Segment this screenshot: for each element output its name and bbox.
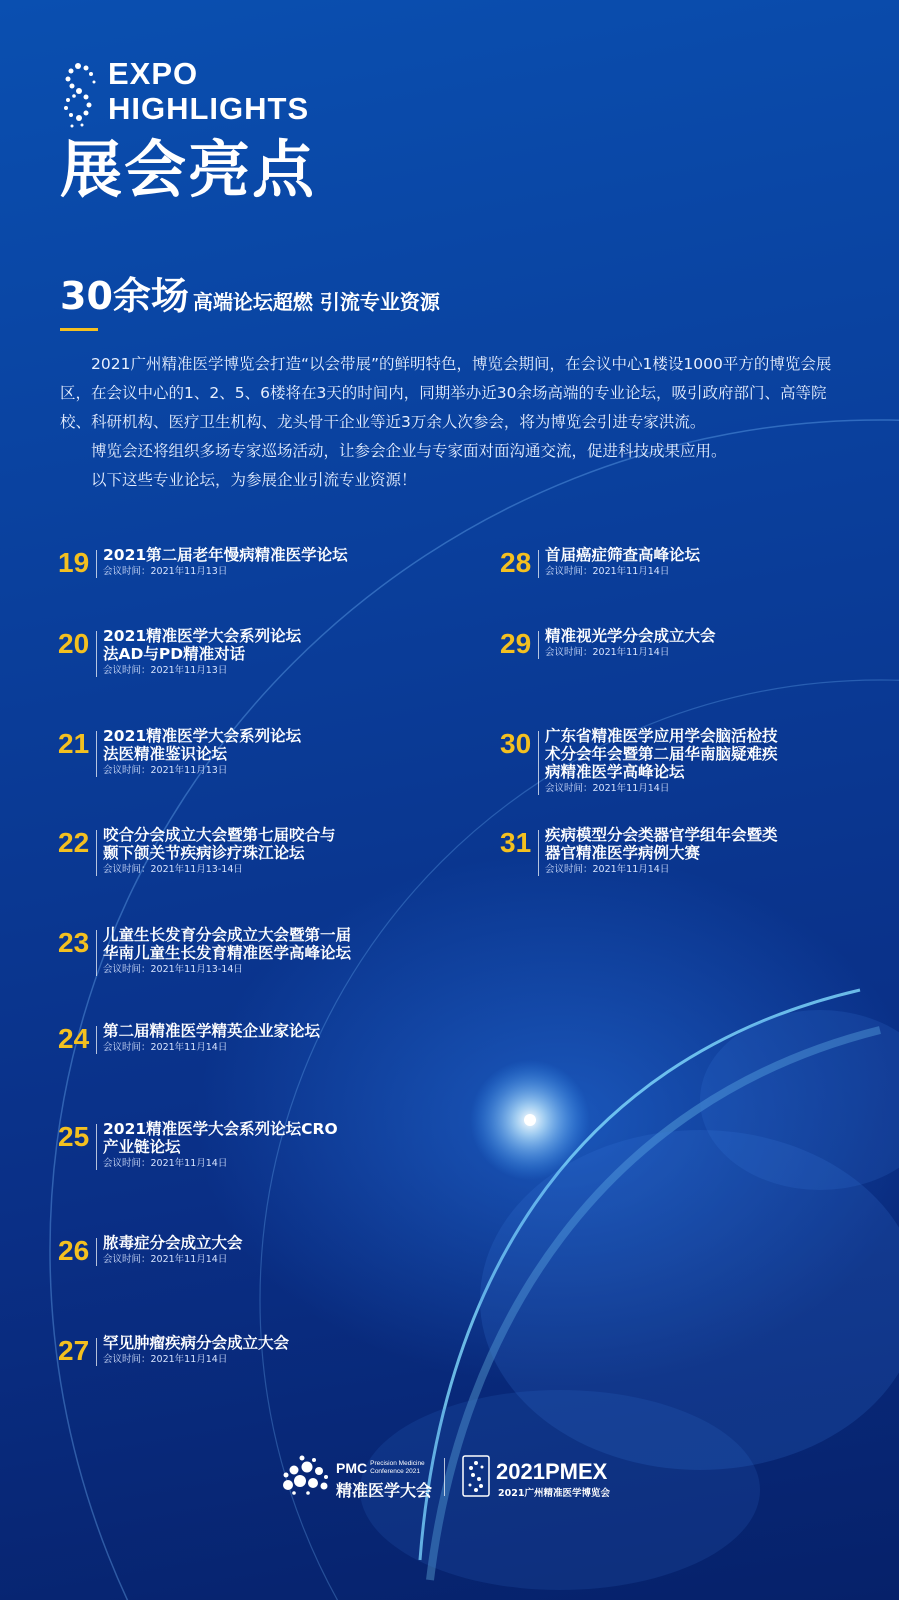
forum-number: 25 [58,1121,90,1152]
forum-item-19 [58,546,348,578]
forum-title: 颞下颌关节疾病诊疗珠江论坛 [103,844,305,862]
forum-item-24 [58,1022,320,1054]
forum-number: 31 [500,827,532,858]
forum-number: 30 [500,728,532,759]
pmc-sub-line2: Conference 2021 [370,1468,420,1475]
expo-label: EXPO [108,56,199,91]
forum-divider [538,830,539,876]
forum-number: 28 [500,547,532,578]
section-subhead [60,265,440,320]
forum-number: 29 [500,628,532,659]
forum-time: 会议时间：2021年11月13-14日 [103,964,243,975]
forum-item-28 [500,546,700,578]
intro-text [60,350,842,495]
forum-divider [96,1338,97,1366]
pmc-sub-line1: Precision Medicine [370,1460,425,1467]
forum-time: 会议时间：2021年11月14日 [545,647,670,658]
intro-paragraph: 博览会还将组织多场专家巡场活动，让参会企业与专家面对面沟通交流，促进科技成果应用。 [91,442,727,460]
pmc-logo-text [336,1460,425,1476]
forum-divider [538,631,539,659]
footer-divider [444,1458,445,1496]
forum-title: 器官精准医学病例大赛 [545,844,701,862]
forum-item-22 [58,826,336,876]
forum-divider [96,1238,97,1266]
pmex-logo-text: 2021PMEX [496,1459,608,1484]
forum-time: 会议时间：2021年11月14日 [545,566,670,577]
forum-number: 27 [58,1335,90,1366]
forum-time: 会议时间：2021年11月13-14日 [103,864,243,875]
pmex-mark-icon [462,1455,490,1497]
forum-number: 20 [58,628,90,659]
forum-divider [96,830,97,876]
forum-item-27 [58,1334,289,1366]
forum-time: 会议时间：2021年11月13日 [103,665,228,676]
accent-underline [60,328,98,331]
forum-title: 术分会年会暨第二届华南脑疑难疾 [545,745,778,763]
forum-title: 咬合分会成立大会暨第七届咬合与 [103,826,336,844]
forum-number: 21 [58,728,90,759]
forum-number: 24 [58,1023,90,1054]
forum-title: 第二届精准医学精英企业家论坛 [103,1022,321,1040]
pmex-chinese-name: 2021广州精准医学博览会 [498,1488,610,1499]
forum-item-30 [500,727,778,795]
forum-item-23 [58,926,351,976]
forum-title: 病精准医学高峰论坛 [545,763,685,781]
forum-divider [96,1124,97,1170]
pmc-chinese-name: 精准医学大会 [336,1481,433,1500]
forum-title: 法AD与PD精准对话 [103,645,246,663]
forum-title: 2021精准医学大会系列论坛 [103,727,302,745]
forum-item-21 [58,727,301,777]
intro-paragraph: 以下这些专业论坛，为参展企业引流专业资源！ [91,471,417,489]
highlights-label: HIGHLIGHTS [108,91,310,126]
forum-title: 脓毒症分会成立大会 [103,1234,243,1252]
forum-title: 法医精准鉴识论坛 [103,745,228,763]
forum-title: 精准视光学分会成立大会 [545,627,716,645]
forum-number: 23 [58,927,90,958]
forum-title: 2021精准医学大会系列论坛 [103,627,302,645]
forum-item-29 [500,627,716,659]
forum-title: 疾病模型分会类器官学组年会暨类 [545,826,778,844]
forum-item-20 [58,627,301,677]
forum-item-31 [500,826,778,876]
pmc-label: PMC [336,1460,368,1476]
forum-divider [96,631,97,677]
intro-paragraph: 2021广州精准医学博览会打造“以会带展”的鲜明特色，博览会期间，在会议中心1楼设1000平方的博览会展区，在会议中心的1、2、5、6楼将在3天的时间内，同期举办近30余场高端的专业论坛，吸引政府部门、高等院校、科研机构、医疗卫生机构、龙头骨干企业等近3万余人次参会，将为博览会引进专家洪流。 [60,355,832,431]
forum-divider [96,930,97,976]
forum-time: 会议时间：2021年11月14日 [545,783,670,794]
forum-time: 会议时间：2021年11月13日 [103,566,228,577]
forum-item-25 [58,1120,338,1170]
forum-time: 会议时间：2021年11月14日 [103,1254,228,1265]
forum-divider [538,550,539,578]
pmex-dots-logo-icon [58,60,98,132]
forum-time: 会议时间：2021年11月13日 [103,765,228,776]
subhead-text: 高端论坛超燃 引流专业资源 [192,290,440,314]
forum-divider [538,731,539,795]
forum-title: 产业链论坛 [103,1138,181,1156]
forum-divider [96,550,97,578]
forum-time: 会议时间：2021年11月14日 [103,1354,228,1365]
forum-item-26 [58,1234,243,1266]
forum-divider [96,731,97,777]
page-title: 展会亮点 [60,133,317,206]
forum-title: 广东省精准医学应用学会脑活检技 [545,727,778,745]
pmc-dots-logo-icon [280,1455,330,1495]
forum-number: 26 [58,1235,90,1266]
forum-time: 会议时间：2021年11月14日 [545,864,670,875]
forum-title: 首届癌症筛查高峰论坛 [545,546,701,564]
forum-title: 2021第二届老年慢病精准医学论坛 [103,546,348,564]
forum-time: 会议时间：2021年11月14日 [103,1158,228,1169]
forum-time: 会议时间：2021年11月14日 [103,1042,228,1053]
footer-logos [0,1455,899,1535]
forum-number: 19 [58,547,90,578]
forum-title: 罕见肿瘤疾病分会成立大会 [103,1334,290,1352]
forum-number: 22 [58,827,90,858]
forum-divider [96,1026,97,1054]
forum-title: 儿童生长发育分会成立大会暨第一届 [103,926,352,944]
forum-title: 华南儿童生长发育精准医学高峰论坛 [103,944,352,962]
forum-title: 2021精准医学大会系列论坛CRO [103,1120,338,1138]
subhead-count: 30余场 [60,274,189,318]
